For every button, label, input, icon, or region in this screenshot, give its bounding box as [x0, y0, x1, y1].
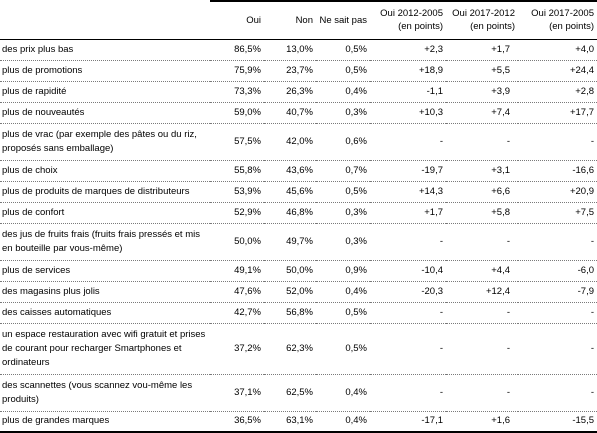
cell-nsp: 0,5%	[316, 60, 370, 81]
cell-oui: 37,2%	[210, 323, 264, 374]
cell-non: 23,7%	[264, 60, 316, 81]
cell-oui: 50,0%	[210, 223, 264, 260]
cell-non: 50,0%	[264, 260, 316, 281]
cell-delta-2017-2005: +24,4	[518, 60, 597, 81]
row-label: plus de promotions	[0, 60, 210, 81]
cell-nsp: 0,5%	[316, 302, 370, 323]
cell-delta-2012-2005: -17,1	[370, 411, 446, 432]
cell-non: 40,7%	[264, 102, 316, 123]
header-empty-cell	[0, 1, 210, 39]
cell-oui: 49,1%	[210, 260, 264, 281]
cell-nsp: 0,3%	[316, 202, 370, 223]
cell-delta-2012-2005: -	[370, 302, 446, 323]
cell-delta-2017-2005: +17,7	[518, 102, 597, 123]
cell-non: 62,3%	[264, 323, 316, 374]
cell-delta-2017-2012: -	[446, 223, 518, 260]
header-line-unit: (en points)	[470, 21, 515, 33]
cell-delta-2017-2012: -	[446, 302, 518, 323]
row-label: des jus de fruits frais (fruits frais pressés et mis en bouteille par vous-même)	[0, 223, 210, 260]
cell-oui: 73,3%	[210, 81, 264, 102]
header-line: Oui 2012-2005	[380, 8, 443, 20]
cell-delta-2012-2005: -	[370, 323, 446, 374]
cell-oui: 36,5%	[210, 411, 264, 432]
cell-non: 46,8%	[264, 202, 316, 223]
cell-nsp: 0,5%	[316, 181, 370, 202]
row-label: plus de rapidité	[0, 81, 210, 102]
cell-delta-2017-2012: +12,4	[446, 281, 518, 302]
cell-nsp: 0,3%	[316, 102, 370, 123]
cell-delta-2012-2005: -1,1	[370, 81, 446, 102]
table-row	[0, 181, 597, 202]
cell-non: 63,1%	[264, 411, 316, 432]
table-row	[0, 374, 597, 411]
cell-oui: 57,5%	[210, 123, 264, 160]
row-label: des prix plus bas	[0, 39, 210, 60]
cell-delta-2017-2005: -	[518, 302, 597, 323]
row-label: plus de produits de marques de distributeurs	[0, 181, 210, 202]
cell-nsp: 0,5%	[316, 39, 370, 60]
header-oui-2012-2005	[370, 1, 446, 39]
table-row	[0, 302, 597, 323]
cell-non: 13,0%	[264, 39, 316, 60]
cell-delta-2012-2005: -10,4	[370, 260, 446, 281]
table-row	[0, 160, 597, 181]
cell-delta-2017-2012: +5,8	[446, 202, 518, 223]
header-oui-2017-2012	[446, 1, 518, 39]
row-label: plus de confort	[0, 202, 210, 223]
header-ne-sait-pas: Ne sait pas	[316, 1, 370, 39]
table-row	[0, 223, 597, 260]
header-non: Non	[264, 1, 316, 39]
cell-non: 26,3%	[264, 81, 316, 102]
cell-delta-2012-2005: -	[370, 374, 446, 411]
cell-delta-2017-2005: -7,9	[518, 281, 597, 302]
cell-delta-2012-2005: -20,3	[370, 281, 446, 302]
cell-delta-2017-2005: +20,9	[518, 181, 597, 202]
cell-delta-2012-2005: -19,7	[370, 160, 446, 181]
cell-delta-2017-2012: +1,6	[446, 411, 518, 432]
cell-delta-2017-2005: -6,0	[518, 260, 597, 281]
row-label: plus de grandes marques	[0, 411, 210, 432]
cell-delta-2017-2012: +6,6	[446, 181, 518, 202]
cell-delta-2017-2005: +4,0	[518, 39, 597, 60]
row-label: plus de choix	[0, 160, 210, 181]
cell-delta-2017-2012: +4,4	[446, 260, 518, 281]
cell-nsp: 0,9%	[316, 260, 370, 281]
cell-delta-2017-2005: -	[518, 374, 597, 411]
table-row	[0, 260, 597, 281]
header-oui-2017-2005	[518, 1, 597, 39]
row-label: plus de vrac (par exemple des pâtes ou du riz, proposés sans emballage)	[0, 123, 210, 160]
cell-delta-2017-2005: +7,5	[518, 202, 597, 223]
cell-nsp: 0,4%	[316, 374, 370, 411]
cell-delta-2012-2005: +2,3	[370, 39, 446, 60]
cell-delta-2017-2005: -15,5	[518, 411, 597, 432]
cell-delta-2012-2005: +1,7	[370, 202, 446, 223]
cell-oui: 52,9%	[210, 202, 264, 223]
cell-non: 43,6%	[264, 160, 316, 181]
cell-nsp: 0,7%	[316, 160, 370, 181]
cell-nsp: 0,3%	[316, 223, 370, 260]
header-line: Oui 2017-2005	[531, 8, 594, 20]
cell-delta-2017-2012: +3,1	[446, 160, 518, 181]
row-label: plus de services	[0, 260, 210, 281]
header-line: Oui 2017-2012	[452, 8, 515, 20]
header-row	[0, 1, 597, 39]
cell-delta-2012-2005: +10,3	[370, 102, 446, 123]
table-row	[0, 81, 597, 102]
header-line-unit: (en points)	[549, 21, 594, 33]
cell-nsp: 0,4%	[316, 411, 370, 432]
cell-oui: 86,5%	[210, 39, 264, 60]
cell-oui: 75,9%	[210, 60, 264, 81]
cell-delta-2012-2005: +18,9	[370, 60, 446, 81]
cell-delta-2017-2012: -	[446, 323, 518, 374]
cell-nsp: 0,6%	[316, 123, 370, 160]
cell-delta-2017-2005: -	[518, 323, 597, 374]
cell-oui: 42,7%	[210, 302, 264, 323]
cell-non: 45,6%	[264, 181, 316, 202]
cell-delta-2012-2005: -	[370, 223, 446, 260]
cell-delta-2017-2012: +5,5	[446, 60, 518, 81]
table-row	[0, 323, 597, 374]
cell-delta-2017-2005: -	[518, 223, 597, 260]
cell-oui: 47,6%	[210, 281, 264, 302]
cell-non: 42,0%	[264, 123, 316, 160]
cell-non: 62,5%	[264, 374, 316, 411]
cell-delta-2017-2005: +2,8	[518, 81, 597, 102]
row-label: des caisses automatiques	[0, 302, 210, 323]
cell-delta-2017-2012: -	[446, 374, 518, 411]
row-label: plus de nouveautés	[0, 102, 210, 123]
cell-non: 56,8%	[264, 302, 316, 323]
cell-delta-2017-2012: +3,9	[446, 81, 518, 102]
cell-nsp: 0,5%	[316, 323, 370, 374]
table-row	[0, 102, 597, 123]
cell-non: 49,7%	[264, 223, 316, 260]
cell-nsp: 0,4%	[316, 281, 370, 302]
cell-oui: 59,0%	[210, 102, 264, 123]
cell-non: 52,0%	[264, 281, 316, 302]
table-row	[0, 123, 597, 160]
cell-delta-2017-2012: +1,7	[446, 39, 518, 60]
cell-delta-2017-2012: -	[446, 123, 518, 160]
cell-nsp: 0,4%	[316, 81, 370, 102]
cell-oui: 55,8%	[210, 160, 264, 181]
cell-delta-2017-2012: +7,4	[446, 102, 518, 123]
table-row	[0, 39, 597, 60]
table-row	[0, 60, 597, 81]
row-label: des magasins plus jolis	[0, 281, 210, 302]
header-oui: Oui	[210, 1, 264, 39]
cell-delta-2012-2005: -	[370, 123, 446, 160]
cell-delta-2017-2005: -	[518, 123, 597, 160]
cell-delta-2012-2005: +14,3	[370, 181, 446, 202]
table-row	[0, 281, 597, 302]
cell-oui: 53,9%	[210, 181, 264, 202]
row-label: des scannettes (vous scannez vou-même les produits)	[0, 374, 210, 411]
table-row	[0, 202, 597, 223]
cell-delta-2017-2005: -16,6	[518, 160, 597, 181]
header-line-unit: (en points)	[398, 21, 443, 33]
cell-oui: 37,1%	[210, 374, 264, 411]
row-label: un espace restauration avec wifi gratuit et prises de courant pour recharger Smartphones et ordinateurs	[0, 323, 210, 374]
